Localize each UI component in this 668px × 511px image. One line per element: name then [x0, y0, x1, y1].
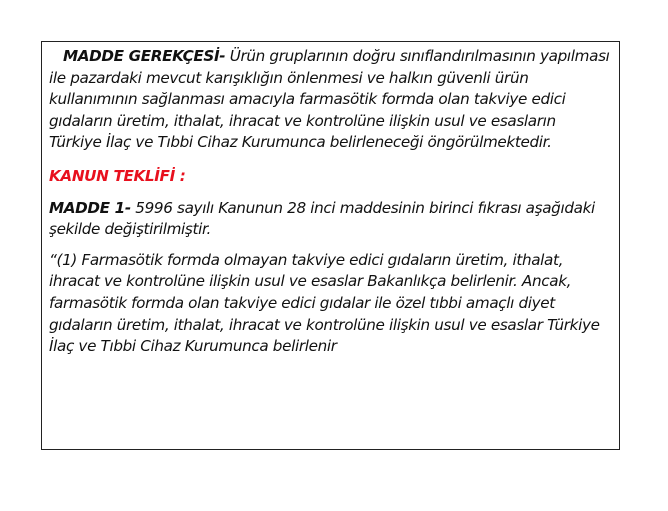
- madde-gerekcesi-text: Ürün gruplarının doğru sınıflandırılmasının yapılması ile pazardaki mevcut karışıklığın önlenmesi ve halkın güvenli ürün kullanımının sağlanması amacıyla farmasötik formda olan takviye edici gıdaların üretim, ithalat, ihracat ve kontrolüne ilişkin usul ve esasların Türkiye İlaç ve Tıbbi Cihaz Kurumunca belirleneceği öngörülmektedir.: [49, 47, 610, 152]
- madde-1-text: 5996 sayılı Kanunun 28 inci maddesinin birinci fıkrası aşağıdaki şekilde değiştirilmiştir.: [49, 198, 595, 239]
- quoted-provision-paragraph: “(1) Farmasötik formda olmayan takviye edici gıdaların üretim, ithalat, ihracat ve kontrolüne ilişkin usul ve esaslar Bakanlıkça belirlenir. Ancak, farmasötik formda olan takviye edici gıdalar ile özel tıbbi amaçlı diyet gıdaların üretim, ithalat, ihracat ve kontrolüne ilişkin usul ve esaslar Türkiye İlaç ve Tıbbi Cihaz Kurumunca belirlenir: [49, 250, 600, 356]
- madde-1-label: MADDE 1-: [49, 198, 131, 217]
- madde-1-paragraph: [49, 198, 611, 241]
- madde-gerekcesi-label: MADDE GEREKÇESİ-: [63, 47, 226, 65]
- madde-gerekcesi-paragraph: [49, 46, 611, 154]
- document-text-box: [41, 41, 620, 450]
- kanun-teklifi-heading: [49, 166, 611, 188]
- kanun-teklifi-label: KANUN TEKLİFİ :: [49, 166, 186, 185]
